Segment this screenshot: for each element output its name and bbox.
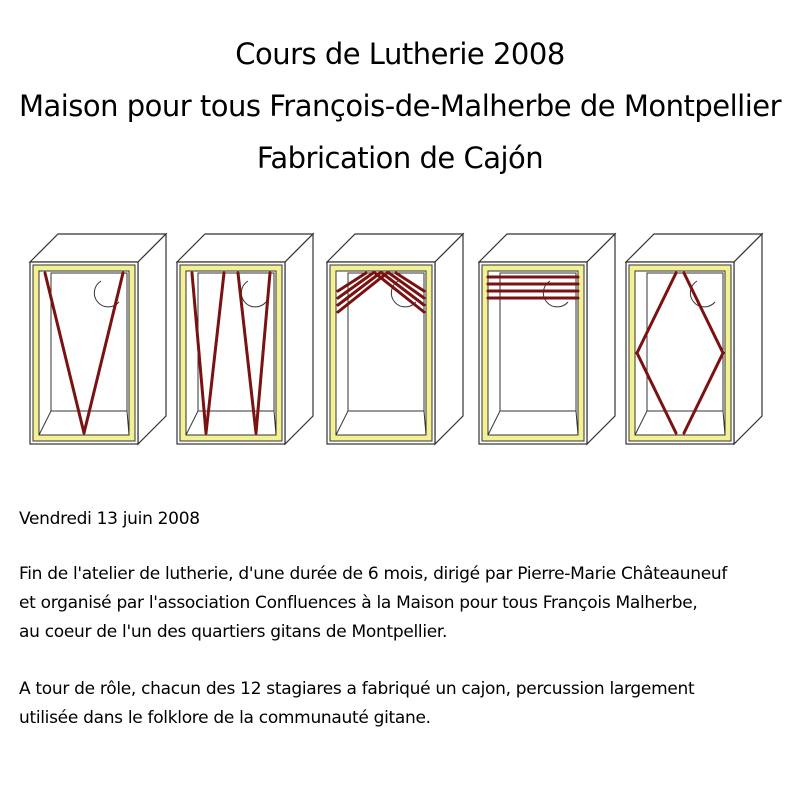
article-body bbox=[19, 505, 794, 733]
cajon-4 bbox=[479, 234, 615, 444]
paragraph-1-line-3: au coeur de l'un des quartiers gitans de Montpellier. bbox=[19, 622, 448, 642]
cajon-opening bbox=[488, 271, 578, 435]
title-line-3: Fabrication de Cajón bbox=[256, 141, 544, 175]
title-line-1: Cours de Lutherie 2008 bbox=[235, 37, 565, 71]
cajon-illustrations bbox=[0, 222, 800, 452]
paragraph-1-line-1: Fin de l'atelier de lutherie, d'une durée de 6 mois, dirigé par Pierre-Marie Châteauneuf bbox=[19, 564, 728, 584]
title-line-2: Maison pour tous François-de-Malherbe de Montpellier bbox=[18, 89, 782, 123]
date-line: Vendredi 13 juin 2008 bbox=[19, 509, 200, 529]
cajon-side-face bbox=[285, 234, 313, 444]
cajon-illustration-row bbox=[0, 222, 800, 452]
cajon-1 bbox=[30, 234, 166, 444]
paragraph-2-line-1: A tour de rôle, chacun des 12 stagiares a fabriqué un cajon, percussion largement bbox=[19, 679, 695, 699]
cajon-opening bbox=[635, 271, 725, 435]
page-title bbox=[0, 28, 800, 184]
paragraph-1-line-2: et organisé par l'association Confluences à la Maison pour tous François Malherbe, bbox=[19, 593, 698, 613]
paragraph-2-line-2: utilisée dans le folklore de la communauté gitane. bbox=[19, 708, 431, 728]
cajon-side-face bbox=[587, 234, 615, 444]
cajon-side-face bbox=[138, 234, 166, 444]
cajon-side-face bbox=[435, 234, 463, 444]
cajon-5 bbox=[626, 234, 762, 444]
cajon-opening bbox=[39, 271, 129, 435]
cajon-3 bbox=[327, 234, 463, 444]
cajon-side-face bbox=[734, 234, 762, 444]
cajon-2 bbox=[177, 234, 313, 444]
